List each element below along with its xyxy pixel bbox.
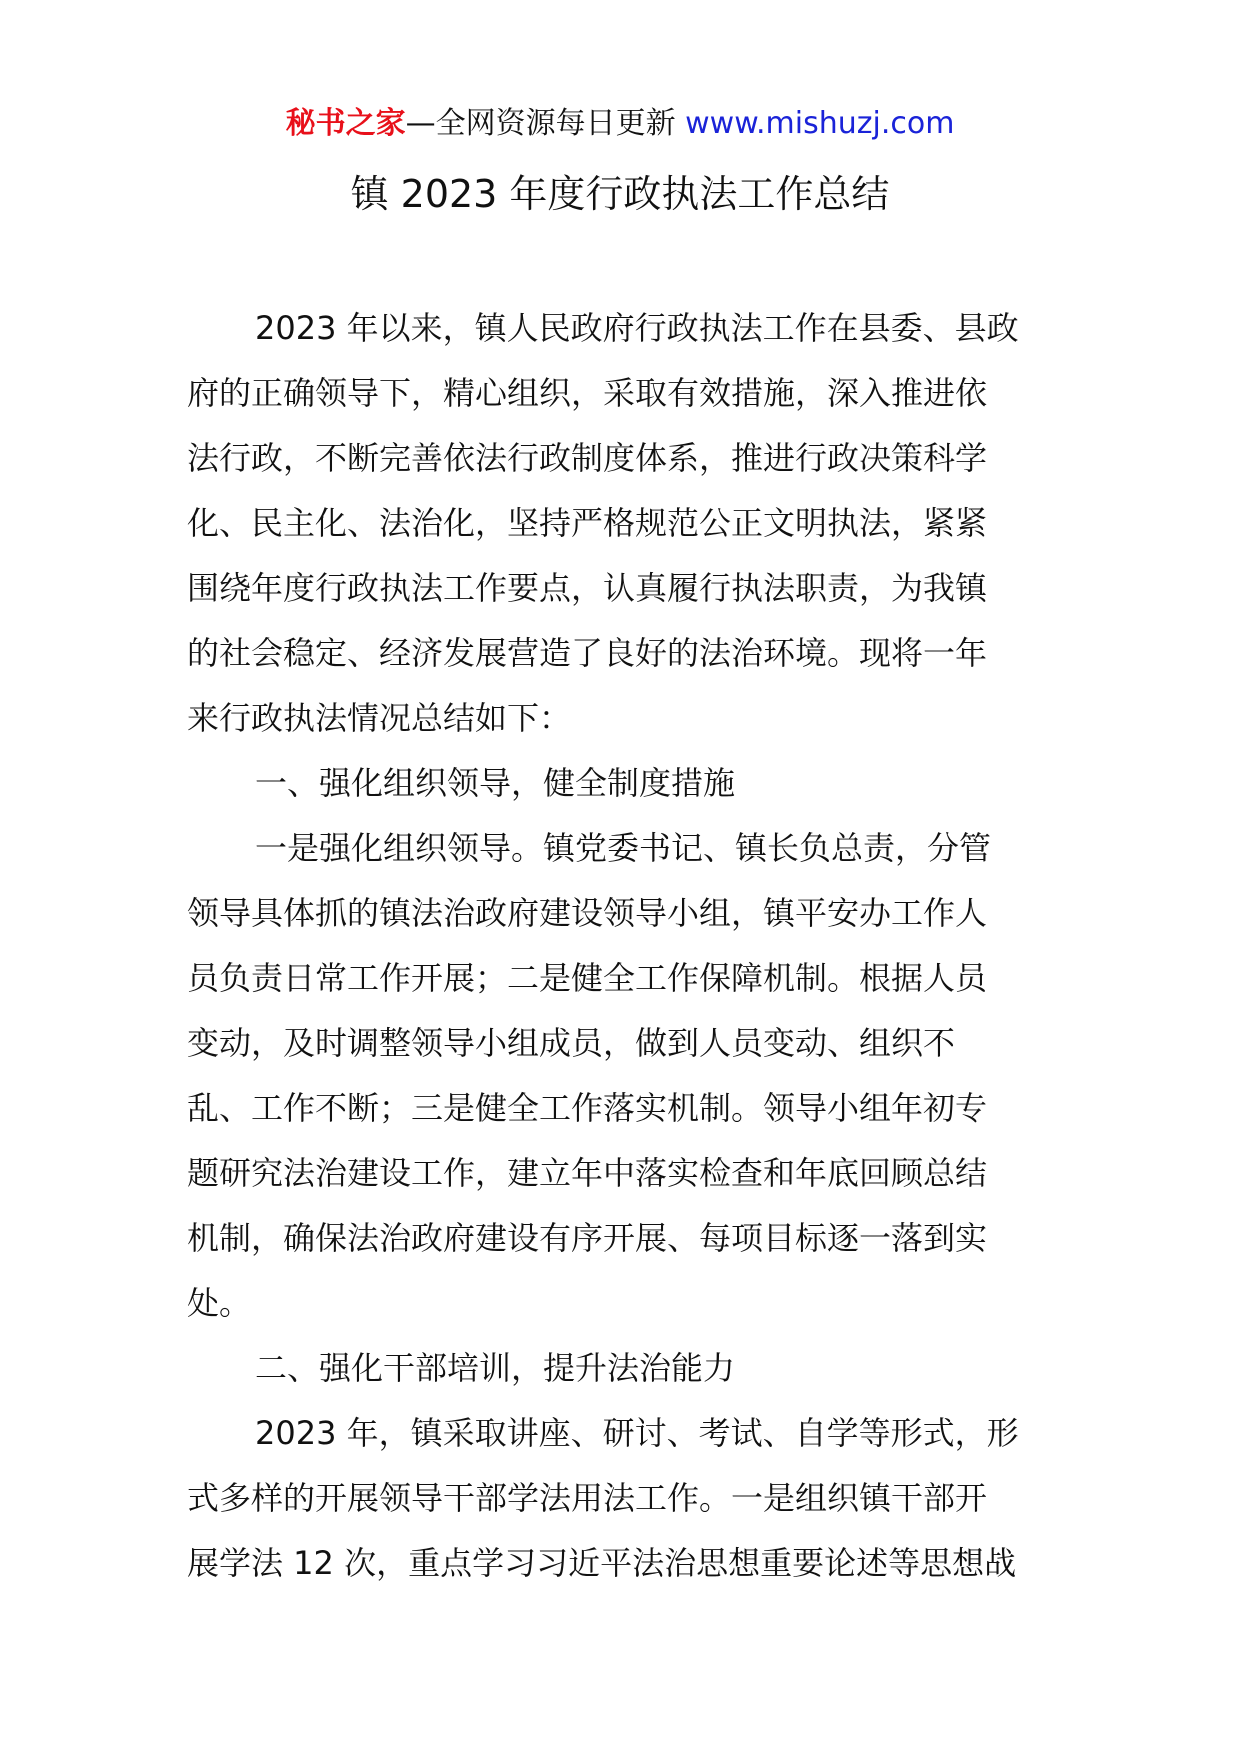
document-title: 镇 2023 年度行政执法工作总结	[350, 172, 890, 216]
site-url-link[interactable]: www.mishuzj.com	[685, 106, 955, 141]
site-tagline: —全网资源每日更新	[405, 106, 686, 141]
text-line: 处。	[187, 1284, 252, 1322]
paragraph-section-1	[187, 816, 1053, 1336]
text-line: 的社会稳定、经济发展营造了良好的法治环境。现将一年	[187, 634, 988, 672]
text-line: 领导具体抓的镇法治政府建设领导小组，镇平安办工作人	[187, 894, 988, 932]
paragraph-section-2	[187, 1401, 1053, 1596]
text-line: 化、民主化、法治化，坚持严格规范公正文明执法，紧紧	[187, 504, 988, 542]
site-header	[0, 104, 1240, 144]
text-line: 法行政，不断完善依法行政制度体系，推进行政决策科学	[187, 439, 988, 477]
text-line: 员负责日常工作开展；二是健全工作保障机制。根据人员	[187, 959, 988, 997]
text-line: 一是强化组织领导。镇党委书记、镇长负总责，分管	[255, 829, 992, 867]
text-line: 围绕年度行政执法工作要点，认真履行执法职责，为我镇	[187, 569, 988, 607]
section-heading-1: 一、强化组织领导，健全制度措施	[255, 764, 736, 802]
text-line: 来行政执法情况总结如下：	[187, 699, 572, 737]
text-line: 2023 年以来，镇人民政府行政执法工作在县委、县政	[255, 309, 1019, 347]
text-line: 府的正确领导下，精心组织，采取有效措施，深入推进依	[187, 374, 988, 412]
text-line: 变动，及时调整领导小组成员，做到人员变动、组织不	[187, 1024, 956, 1062]
brand-name: 秘书之家	[285, 106, 406, 141]
text-line: 展学法 12 次，重点学习习近平法治思想重要论述等思想战	[187, 1544, 1017, 1582]
text-line: 题研究法治建设工作，建立年中落实检查和年底回顾总结	[187, 1154, 988, 1192]
text-line: 机制，确保法治政府建设有序开展、每项目标逐一落到实	[187, 1219, 988, 1257]
text-line: 2023 年，镇采取讲座、研讨、考试、自学等形式，形	[255, 1414, 1019, 1452]
text-line: 乱、工作不断；三是健全工作落实机制。领导小组年初专	[187, 1089, 988, 1127]
document-body	[187, 296, 1053, 1596]
paragraph-intro	[187, 296, 1053, 751]
section-heading-2: 二、强化干部培训，提升法治能力	[255, 1349, 736, 1387]
text-line: 式多样的开展领导干部学法用法工作。一是组织镇干部开	[187, 1479, 988, 1517]
